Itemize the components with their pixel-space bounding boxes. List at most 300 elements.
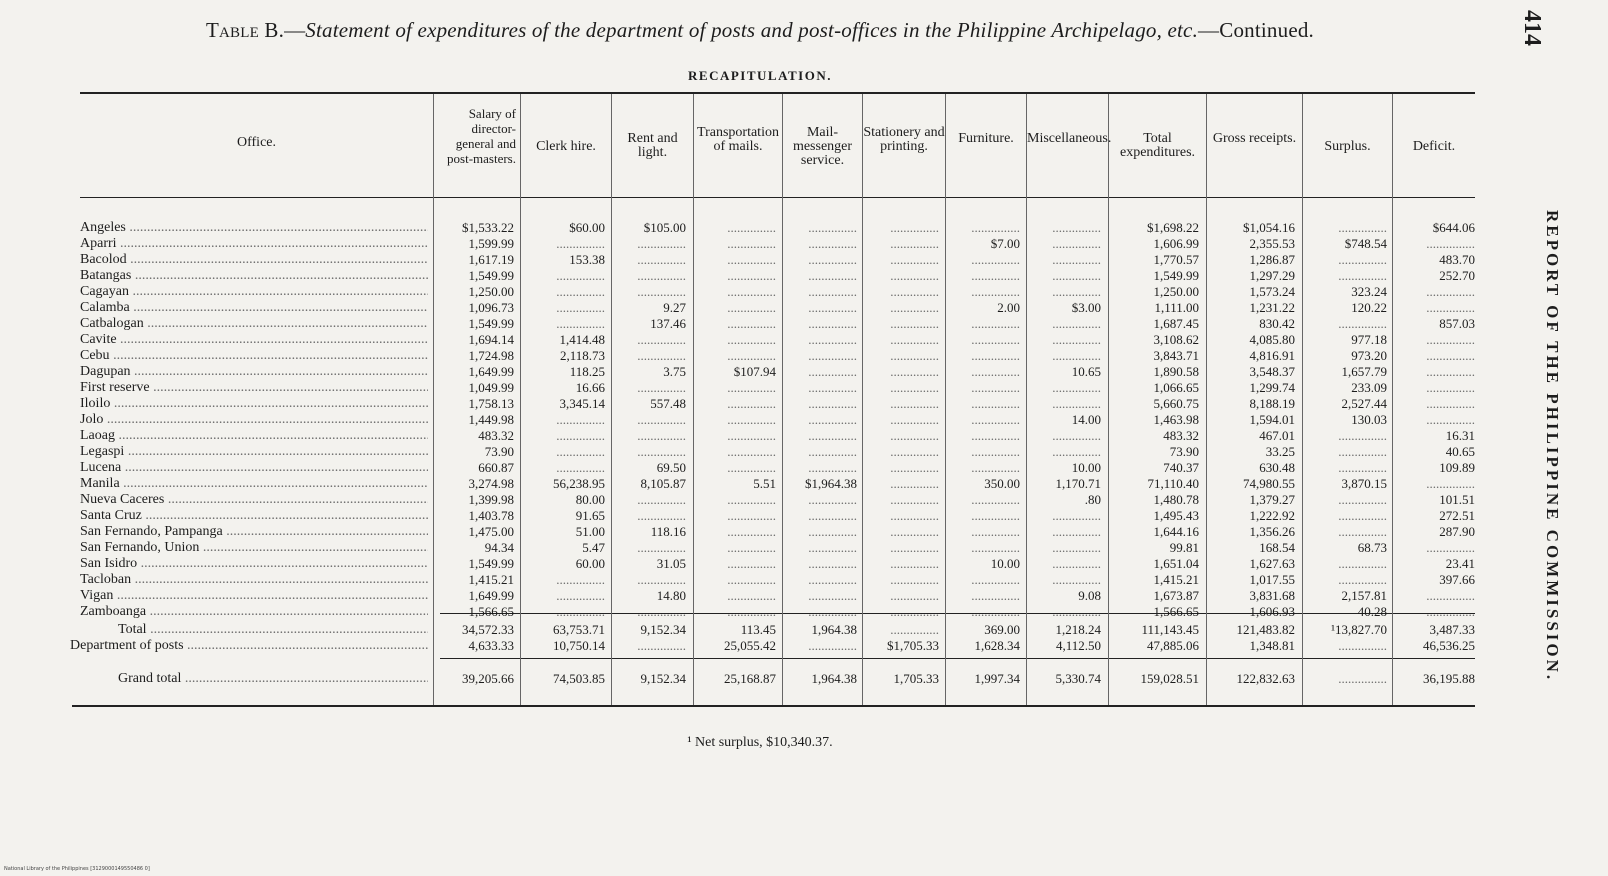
table-cell: 1,649.99: [468, 588, 514, 603]
table-cell: 1,594.01: [1249, 412, 1295, 427]
table-cell: ...............: [727, 348, 776, 363]
table-cell: 3.75: [663, 364, 686, 379]
table-cell: 1,724.98: [468, 348, 514, 363]
table-cell: 2,355.53: [1249, 236, 1295, 251]
table-cell: ...............: [971, 444, 1020, 459]
table-cell: ...............: [1426, 588, 1475, 603]
table-cell: ...............: [890, 524, 939, 539]
department-of-posts-label: Department of posts .....: [70, 638, 428, 654]
table-cell: 1,617.19: [468, 252, 514, 267]
table-cell: ...............: [1052, 396, 1101, 411]
table-cell: 16.66: [575, 380, 605, 395]
table-cell: ...............: [808, 220, 857, 235]
table-cell: ...............: [1426, 300, 1475, 315]
table-cell: 1,549.99: [1153, 268, 1199, 283]
table-cell: ...............: [1426, 476, 1475, 491]
table-cell: 68.73: [1357, 540, 1387, 555]
table-cell: ...............: [727, 604, 776, 619]
table-cell: 977.18: [1351, 332, 1387, 347]
table-cell: ...............: [727, 588, 776, 603]
footnote: ¹ Net surplus, $10,340.37.: [687, 735, 833, 750]
table-cell: ...............: [971, 332, 1020, 347]
table-cell: ...............: [1338, 492, 1387, 507]
table-cell: ...............: [971, 252, 1020, 267]
column-divider: [693, 94, 694, 705]
column-total-expenditures: [1111, 220, 1199, 620]
table-cell: 1,566.65: [1153, 604, 1199, 619]
total-cell: 5,330.74: [1055, 671, 1101, 686]
table-cell: ...............: [556, 572, 605, 587]
table-cell: ...............: [727, 444, 776, 459]
table-cell: ...............: [1426, 540, 1475, 555]
table-cell: $1,964.38: [805, 476, 857, 491]
table-cell: ...............: [727, 492, 776, 507]
top-rule: [80, 92, 1475, 94]
table-cell: ...............: [971, 364, 1020, 379]
total-cell: $1,705.33: [887, 638, 939, 653]
grand-total-label: Grand total .....: [70, 671, 428, 687]
table-cell: ...............: [890, 540, 939, 555]
table-cell: 16.31: [1445, 428, 1475, 443]
table-cell: 1,049.99: [468, 380, 514, 395]
table-cell: 33.25: [1265, 444, 1295, 459]
table-cell: ...............: [890, 556, 939, 571]
table-cell: 1,066.65: [1153, 380, 1199, 395]
table-cell: 3,831.68: [1249, 588, 1295, 603]
table-cell: 1,463.98: [1153, 412, 1199, 427]
table-cell: 14.00: [1071, 412, 1101, 427]
table-cell: ...............: [637, 252, 686, 267]
table-cell: ...............: [1338, 268, 1387, 283]
table-cell: 31.05: [656, 556, 686, 571]
table-cell: ...............: [808, 268, 857, 283]
column-divider: [433, 94, 434, 705]
table-cell: 1,449.98: [468, 412, 514, 427]
table-cell: 973.20: [1351, 348, 1387, 363]
office-name: Iloilo .....: [80, 396, 428, 412]
office-name: Lucena .....: [80, 460, 428, 476]
total-cell: 1,705.33: [893, 671, 939, 686]
total-cell: 1,964.38: [811, 622, 857, 637]
table-cell: ...............: [1426, 332, 1475, 347]
table-cell: 3,108.62: [1153, 332, 1199, 347]
total-cell: 9,152.34: [640, 671, 686, 686]
table-cell: 1,399.98: [468, 492, 514, 507]
table-cell: ...............: [890, 460, 939, 475]
table-cell: 101.51: [1439, 492, 1475, 507]
table-cell: ...............: [808, 380, 857, 395]
column-divider: [945, 94, 946, 705]
column-header-total-expenditures: Total expenditures.: [1119, 131, 1196, 160]
table-cell: 252.70: [1439, 268, 1475, 283]
column-deficit: [1395, 220, 1475, 620]
table-cell: 1,549.99: [468, 316, 514, 331]
table-cell: 94.34: [484, 540, 514, 555]
table-cell: ...............: [727, 236, 776, 251]
table-cell: 3,870.15: [1341, 476, 1387, 491]
total-cell: 39,205.66: [462, 671, 514, 686]
table-cell: ...............: [808, 572, 857, 587]
table-cell: ...............: [1426, 284, 1475, 299]
total-cell: 4,112.50: [1055, 638, 1101, 653]
table-cell: ...............: [637, 540, 686, 555]
table-cell: 557.48: [650, 396, 686, 411]
total-cell: 122,832.63: [1236, 671, 1295, 686]
column-gross-receipts: [1209, 220, 1295, 620]
table-cell: 1,414.48: [559, 332, 605, 347]
table-cell: ...............: [890, 492, 939, 507]
table-cell: 1,017.55: [1249, 572, 1295, 587]
column-rent-light: [614, 220, 686, 620]
table-cell: 2,527.44: [1341, 396, 1387, 411]
table-cell: ...............: [556, 268, 605, 283]
table-cell: 1,644.16: [1153, 524, 1199, 539]
table-cell: ...............: [971, 396, 1020, 411]
table-cell: 272.51: [1439, 508, 1475, 523]
table-cell: 10.00: [1071, 460, 1101, 475]
table-cell: 323.24: [1351, 284, 1387, 299]
table-cell: ...............: [727, 284, 776, 299]
column-divider: [520, 94, 521, 705]
office-name: Santa Cruz .....: [80, 508, 428, 524]
table-cell: 740.37: [1163, 460, 1199, 475]
table-cell: ...............: [637, 380, 686, 395]
table-cell: 467.01: [1259, 428, 1295, 443]
table-cell: ...............: [1338, 524, 1387, 539]
table-cell: ...............: [971, 348, 1020, 363]
grand-total-labels: [70, 671, 428, 687]
table-cell: ...............: [890, 412, 939, 427]
table-cell: 830.42: [1259, 316, 1295, 331]
table-cell: 1,096.73: [468, 300, 514, 315]
table-cell: 1,549.99: [468, 556, 514, 571]
table-cell: ...............: [1426, 412, 1475, 427]
table-cell: 483.70: [1439, 252, 1475, 267]
table-cell: ...............: [890, 252, 939, 267]
table-cell: 1,549.99: [468, 268, 514, 283]
column-divider: [1392, 94, 1393, 705]
table-cell: ...............: [971, 268, 1020, 283]
total-cell: 369.00: [984, 622, 1020, 637]
table-cell: ...............: [727, 220, 776, 235]
table-cell: 2,157.81: [1341, 588, 1387, 603]
table-cell: ...............: [727, 316, 776, 331]
table-cell: ...............: [556, 412, 605, 427]
table-cell: 1,657.79: [1341, 364, 1387, 379]
total-cell: 1,964.38: [811, 671, 857, 686]
total-cell: 1,628.34: [974, 638, 1020, 653]
table-cell: ...............: [1052, 332, 1101, 347]
table-cell: ...............: [556, 460, 605, 475]
table-cell: ...............: [1338, 460, 1387, 475]
total-cell: 36,195.88: [1423, 671, 1475, 686]
table-cell: ...............: [890, 220, 939, 235]
table-cell: ...............: [808, 396, 857, 411]
table-cell: 1,480.78: [1153, 492, 1199, 507]
column-divider: [1206, 94, 1207, 705]
table-cell: 1,379.27: [1249, 492, 1295, 507]
page-number: 414: [1519, 10, 1545, 46]
table-cell: 69.50: [656, 460, 686, 475]
table-cell: 8,105.87: [640, 476, 686, 491]
table-cell: ...............: [971, 220, 1020, 235]
table-cell: ...............: [556, 236, 605, 251]
table-cell: 1,627.63: [1249, 556, 1295, 571]
table-cell: 483.32: [1163, 428, 1199, 443]
table-cell: 1,694.14: [468, 332, 514, 347]
total-cell: ...............: [808, 638, 857, 653]
table-cell: ...............: [1052, 428, 1101, 443]
table-title: Table B.—Statement of expenditures of the department of posts and post-offices in the Philippine Archipelago, etc.—Continued.: [205, 18, 1314, 42]
table-cell: ...............: [808, 332, 857, 347]
table-cell: ...............: [890, 236, 939, 251]
column-stationery: [865, 220, 939, 620]
table-cell: ...............: [727, 540, 776, 555]
office-name: San Fernando, Union .....: [80, 540, 428, 556]
table-cell: ...............: [971, 284, 1020, 299]
column-surplus: [1305, 220, 1387, 620]
table-cell: $107.94: [733, 364, 776, 379]
column-header-deficit: Deficit.: [1412, 139, 1456, 154]
table-cell: ...............: [890, 572, 939, 587]
table-cell: ...............: [890, 604, 939, 619]
table-cell: ...............: [1052, 252, 1101, 267]
table-cell: ...............: [890, 332, 939, 347]
table-cell: ...............: [971, 524, 1020, 539]
table-cell: ...............: [1052, 572, 1101, 587]
table-cell: 5.51: [753, 476, 776, 491]
table-cell: 51.00: [575, 524, 605, 539]
table-cell: ...............: [890, 364, 939, 379]
office-name: Batangas .....: [80, 268, 428, 284]
table-cell: ...............: [1052, 604, 1101, 619]
table-cell: 1,415.21: [1153, 572, 1199, 587]
office-name: Nueva Caceres .....: [80, 492, 428, 508]
office-name: Cagayan .....: [80, 284, 428, 300]
total-cell: 9,152.34: [640, 622, 686, 637]
total-cell: 63,753.71: [553, 622, 605, 637]
table-cell: ...............: [808, 348, 857, 363]
office-name: Manila .....: [80, 476, 428, 492]
table-cell: 120.22: [1351, 300, 1387, 315]
table-cell: ...............: [971, 572, 1020, 587]
table-cell: ...............: [890, 396, 939, 411]
table-cell: ...............: [727, 380, 776, 395]
office-name: Cavite .....: [80, 332, 428, 348]
column-header-miscellaneous: Miscellaneous.: [1027, 131, 1112, 146]
total-cell: 121,483.82: [1236, 622, 1295, 637]
office-name: San Fernando, Pampanga .....: [80, 524, 428, 540]
table-cell: ...............: [971, 460, 1020, 475]
column-header-furniture: Furniture.: [958, 131, 1014, 146]
table-cell: ...............: [727, 428, 776, 443]
table-cell: ...............: [971, 492, 1020, 507]
column-miscellaneous: [1029, 220, 1101, 620]
table-cell: ...............: [971, 412, 1020, 427]
table-cell: ...............: [808, 508, 857, 523]
bottom-rule: [72, 705, 1475, 707]
office-column: [80, 220, 428, 620]
table-cell: ...............: [1338, 316, 1387, 331]
table-cell: 1,606.93: [1249, 604, 1295, 619]
total-cell: 4,633.33: [468, 638, 514, 653]
table-cell: 350.00: [984, 476, 1020, 491]
table-cell: ...............: [637, 236, 686, 251]
table-cell: ...............: [727, 332, 776, 347]
total-label: Total .....: [70, 622, 428, 638]
column-divider: [862, 94, 863, 705]
table-cell: ...............: [890, 348, 939, 363]
total-cell: 47,885.06: [1147, 638, 1199, 653]
column-divider: [611, 94, 612, 705]
column-furniture: [948, 220, 1020, 620]
table-cell: ...............: [890, 476, 939, 491]
table-cell: ...............: [890, 508, 939, 523]
table-cell: ...............: [637, 572, 686, 587]
table-cell: 8,188.19: [1249, 396, 1295, 411]
table-cell: ...............: [1052, 268, 1101, 283]
total-cell: ...............: [1338, 638, 1387, 653]
table-cell: 660.87: [478, 460, 514, 475]
table-cell: $644.06: [1432, 220, 1475, 235]
totals-labels: [70, 622, 428, 654]
total-cell: 111,143.45: [1141, 622, 1199, 637]
table-cell: 1,111.00: [1154, 300, 1199, 315]
table-cell: ...............: [971, 508, 1020, 523]
table-cell: 1,606.99: [1153, 236, 1199, 251]
table-cell: 3,274.98: [468, 476, 514, 491]
table-cell: ...............: [637, 412, 686, 427]
table-cell: 74,980.55: [1243, 476, 1295, 491]
table-cell: ...............: [808, 460, 857, 475]
table-cell: 80.00: [575, 492, 605, 507]
table-cell: ...............: [971, 316, 1020, 331]
office-name: Jolo .....: [80, 412, 428, 428]
table-cell: 1,475.00: [468, 524, 514, 539]
table-cell: ...............: [890, 380, 939, 395]
table-cell: ...............: [556, 300, 605, 315]
section-subtitle: RECAPITULATION.: [688, 68, 832, 83]
library-credit: National Library of the Philippines [3129000149550486 0]: [4, 866, 150, 872]
column-header-office: Office.: [237, 135, 276, 150]
table-cell: ...............: [556, 428, 605, 443]
table-cell: ...............: [808, 556, 857, 571]
table-cell: 630.48: [1259, 460, 1295, 475]
table-cell: ...............: [1426, 364, 1475, 379]
table-cell: ...............: [1338, 572, 1387, 587]
table-cell: ...............: [808, 316, 857, 331]
table-cell: ...............: [637, 428, 686, 443]
table-cell: 60.00: [575, 556, 605, 571]
table-cell: ...............: [890, 444, 939, 459]
table-cell: ...............: [971, 380, 1020, 395]
office-name: Legaspi .....: [80, 444, 428, 460]
column-header-surplus: Surplus.: [1324, 139, 1371, 154]
table-cell: 73.90: [1169, 444, 1199, 459]
table-cell: ...............: [1338, 508, 1387, 523]
table-cell: 71,110.40: [1147, 476, 1199, 491]
table-cell: 4,085.80: [1249, 332, 1295, 347]
table-cell: ...............: [727, 524, 776, 539]
total-cell: ...............: [637, 638, 686, 653]
column-header-rent-light: Rent and light.: [627, 131, 678, 160]
grandtotal-rule: [440, 658, 1475, 659]
table-cell: 168.54: [1259, 540, 1295, 555]
table-cell: ...............: [1052, 348, 1101, 363]
table-cell: ...............: [1052, 380, 1101, 395]
column-header-salary: Salary of director-general and post-masters.: [447, 106, 516, 166]
table-cell: ...............: [890, 588, 939, 603]
total-cell: 1,218.24: [1055, 622, 1101, 637]
column-divider: [1026, 94, 1027, 705]
office-name: San Isidro .....: [80, 556, 428, 572]
table-cell: ...............: [556, 604, 605, 619]
table-cell: ...............: [808, 588, 857, 603]
table-cell: ...............: [890, 300, 939, 315]
total-cell: 3,487.33: [1429, 622, 1475, 637]
table-label: Table B.: [205, 18, 285, 42]
table-cell: ...............: [1338, 220, 1387, 235]
table-cell: 10.65: [1071, 364, 1101, 379]
table-cell: 14.80: [656, 588, 686, 603]
table-cell: $1,533.22: [462, 220, 514, 235]
table-cell: 109.89: [1439, 460, 1475, 475]
table-cell: ...............: [727, 460, 776, 475]
table-cell: 56,238.95: [553, 476, 605, 491]
header-rule: [80, 197, 1475, 198]
table-cell: 233.09: [1351, 380, 1387, 395]
table-cell: 483.32: [478, 428, 514, 443]
table-cell: 1,356.26: [1249, 524, 1295, 539]
table-cell: ...............: [1338, 556, 1387, 571]
table-title-text: Statement of expenditures of the department of posts and post-offices in the Philippine Archipelago, etc.: [305, 18, 1199, 42]
column-header-clerk-hire: Clerk hire.: [536, 139, 596, 154]
table-cell: ...............: [1338, 444, 1387, 459]
table-cell: ...............: [637, 492, 686, 507]
table-cell: $1,698.22: [1147, 220, 1199, 235]
office-name: Laoag .....: [80, 428, 428, 444]
table-cell: ...............: [727, 268, 776, 283]
table-cell: 137.46: [650, 316, 686, 331]
table-cell: ...............: [637, 332, 686, 347]
table-cell: ...............: [890, 316, 939, 331]
table-cell: 1,649.99: [468, 364, 514, 379]
table-cell: ...............: [1052, 284, 1101, 299]
table-cell: 1,297.29: [1249, 268, 1295, 283]
table-cell: ...............: [1426, 396, 1475, 411]
table-cell: ...............: [1052, 444, 1101, 459]
table-cell: ...............: [727, 412, 776, 427]
table-title-continued: Continued.: [1219, 18, 1314, 42]
table-cell: 153.38: [569, 252, 605, 267]
office-name: Calamba .....: [80, 300, 428, 316]
table-cell: ...............: [808, 252, 857, 267]
table-cell: 73.90: [484, 444, 514, 459]
table-cell: ...............: [1426, 348, 1475, 363]
table-cell: ...............: [727, 572, 776, 587]
column-divider: [782, 94, 783, 705]
table-cell: ...............: [971, 604, 1020, 619]
table-cell: ...............: [971, 428, 1020, 443]
total-cell: 1,997.34: [974, 671, 1020, 686]
table-cell: ...............: [808, 236, 857, 251]
table-cell: 40.28: [1357, 604, 1387, 619]
total-cell: ...............: [890, 622, 939, 637]
table-cell: ...............: [808, 428, 857, 443]
total-cell: 25,168.87: [724, 671, 776, 686]
table-cell: ...............: [1338, 428, 1387, 443]
table-cell: 3,345.14: [559, 396, 605, 411]
